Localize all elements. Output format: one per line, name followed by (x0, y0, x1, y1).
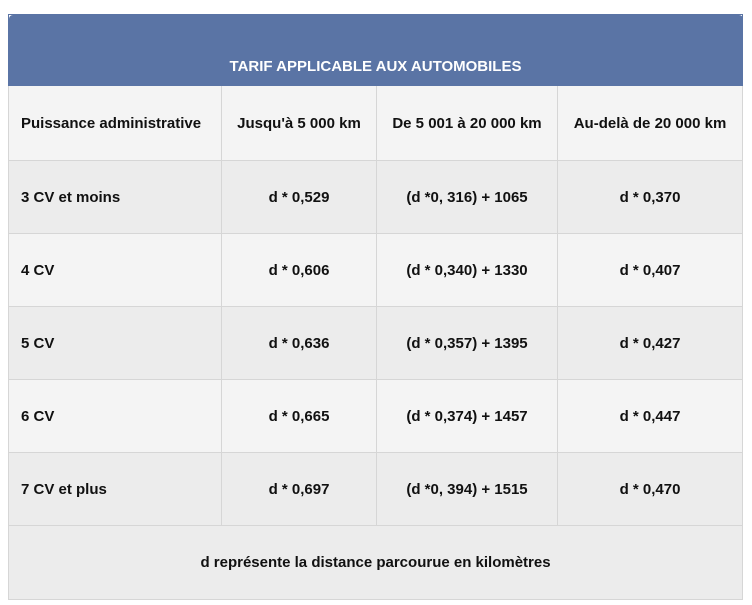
row-power: 4 CV (9, 234, 222, 307)
row-5001-to-20000: (d *0, 394) + 1515 (377, 453, 558, 526)
row-up-to-5000: d * 0,529 (222, 161, 377, 234)
column-header-up-to-5000: Jusqu'à 5 000 km (222, 86, 377, 161)
column-header-power: Puissance administrative (9, 86, 222, 161)
row-up-to-5000: d * 0,697 (222, 453, 377, 526)
row-power: 6 CV (9, 380, 222, 453)
column-header-over-20000: Au-delà de 20 000 km (558, 86, 743, 161)
table-row (9, 234, 743, 307)
row-5001-to-20000: (d * 0,374) + 1457 (377, 380, 558, 453)
row-5001-to-20000: (d * 0,340) + 1330 (377, 234, 558, 307)
column-header-5001-to-20000: De 5 001 à 20 000 km (377, 86, 558, 161)
tariff-table (8, 14, 743, 600)
tariff-table-container (8, 14, 742, 600)
row-up-to-5000: d * 0,665 (222, 380, 377, 453)
row-up-to-5000: d * 0,606 (222, 234, 377, 307)
row-up-to-5000: d * 0,636 (222, 307, 377, 380)
row-over-20000: d * 0,370 (558, 161, 743, 234)
row-over-20000: d * 0,427 (558, 307, 743, 380)
row-power: 5 CV (9, 307, 222, 380)
table-title: TARIF APPLICABLE AUX AUTOMOBILES (9, 15, 743, 86)
row-5001-to-20000: (d *0, 316) + 1065 (377, 161, 558, 234)
table-row (9, 380, 743, 453)
footnote-row (9, 526, 743, 600)
row-power: 3 CV et moins (9, 161, 222, 234)
row-power: 7 CV et plus (9, 453, 222, 526)
table-row (9, 161, 743, 234)
table-row (9, 307, 743, 380)
column-header-row (9, 86, 743, 161)
row-over-20000: d * 0,407 (558, 234, 743, 307)
footnote: d représente la distance parcourue en kilomètres (9, 526, 743, 600)
table-row (9, 453, 743, 526)
row-over-20000: d * 0,470 (558, 453, 743, 526)
row-5001-to-20000: (d * 0,357) + 1395 (377, 307, 558, 380)
row-over-20000: d * 0,447 (558, 380, 743, 453)
